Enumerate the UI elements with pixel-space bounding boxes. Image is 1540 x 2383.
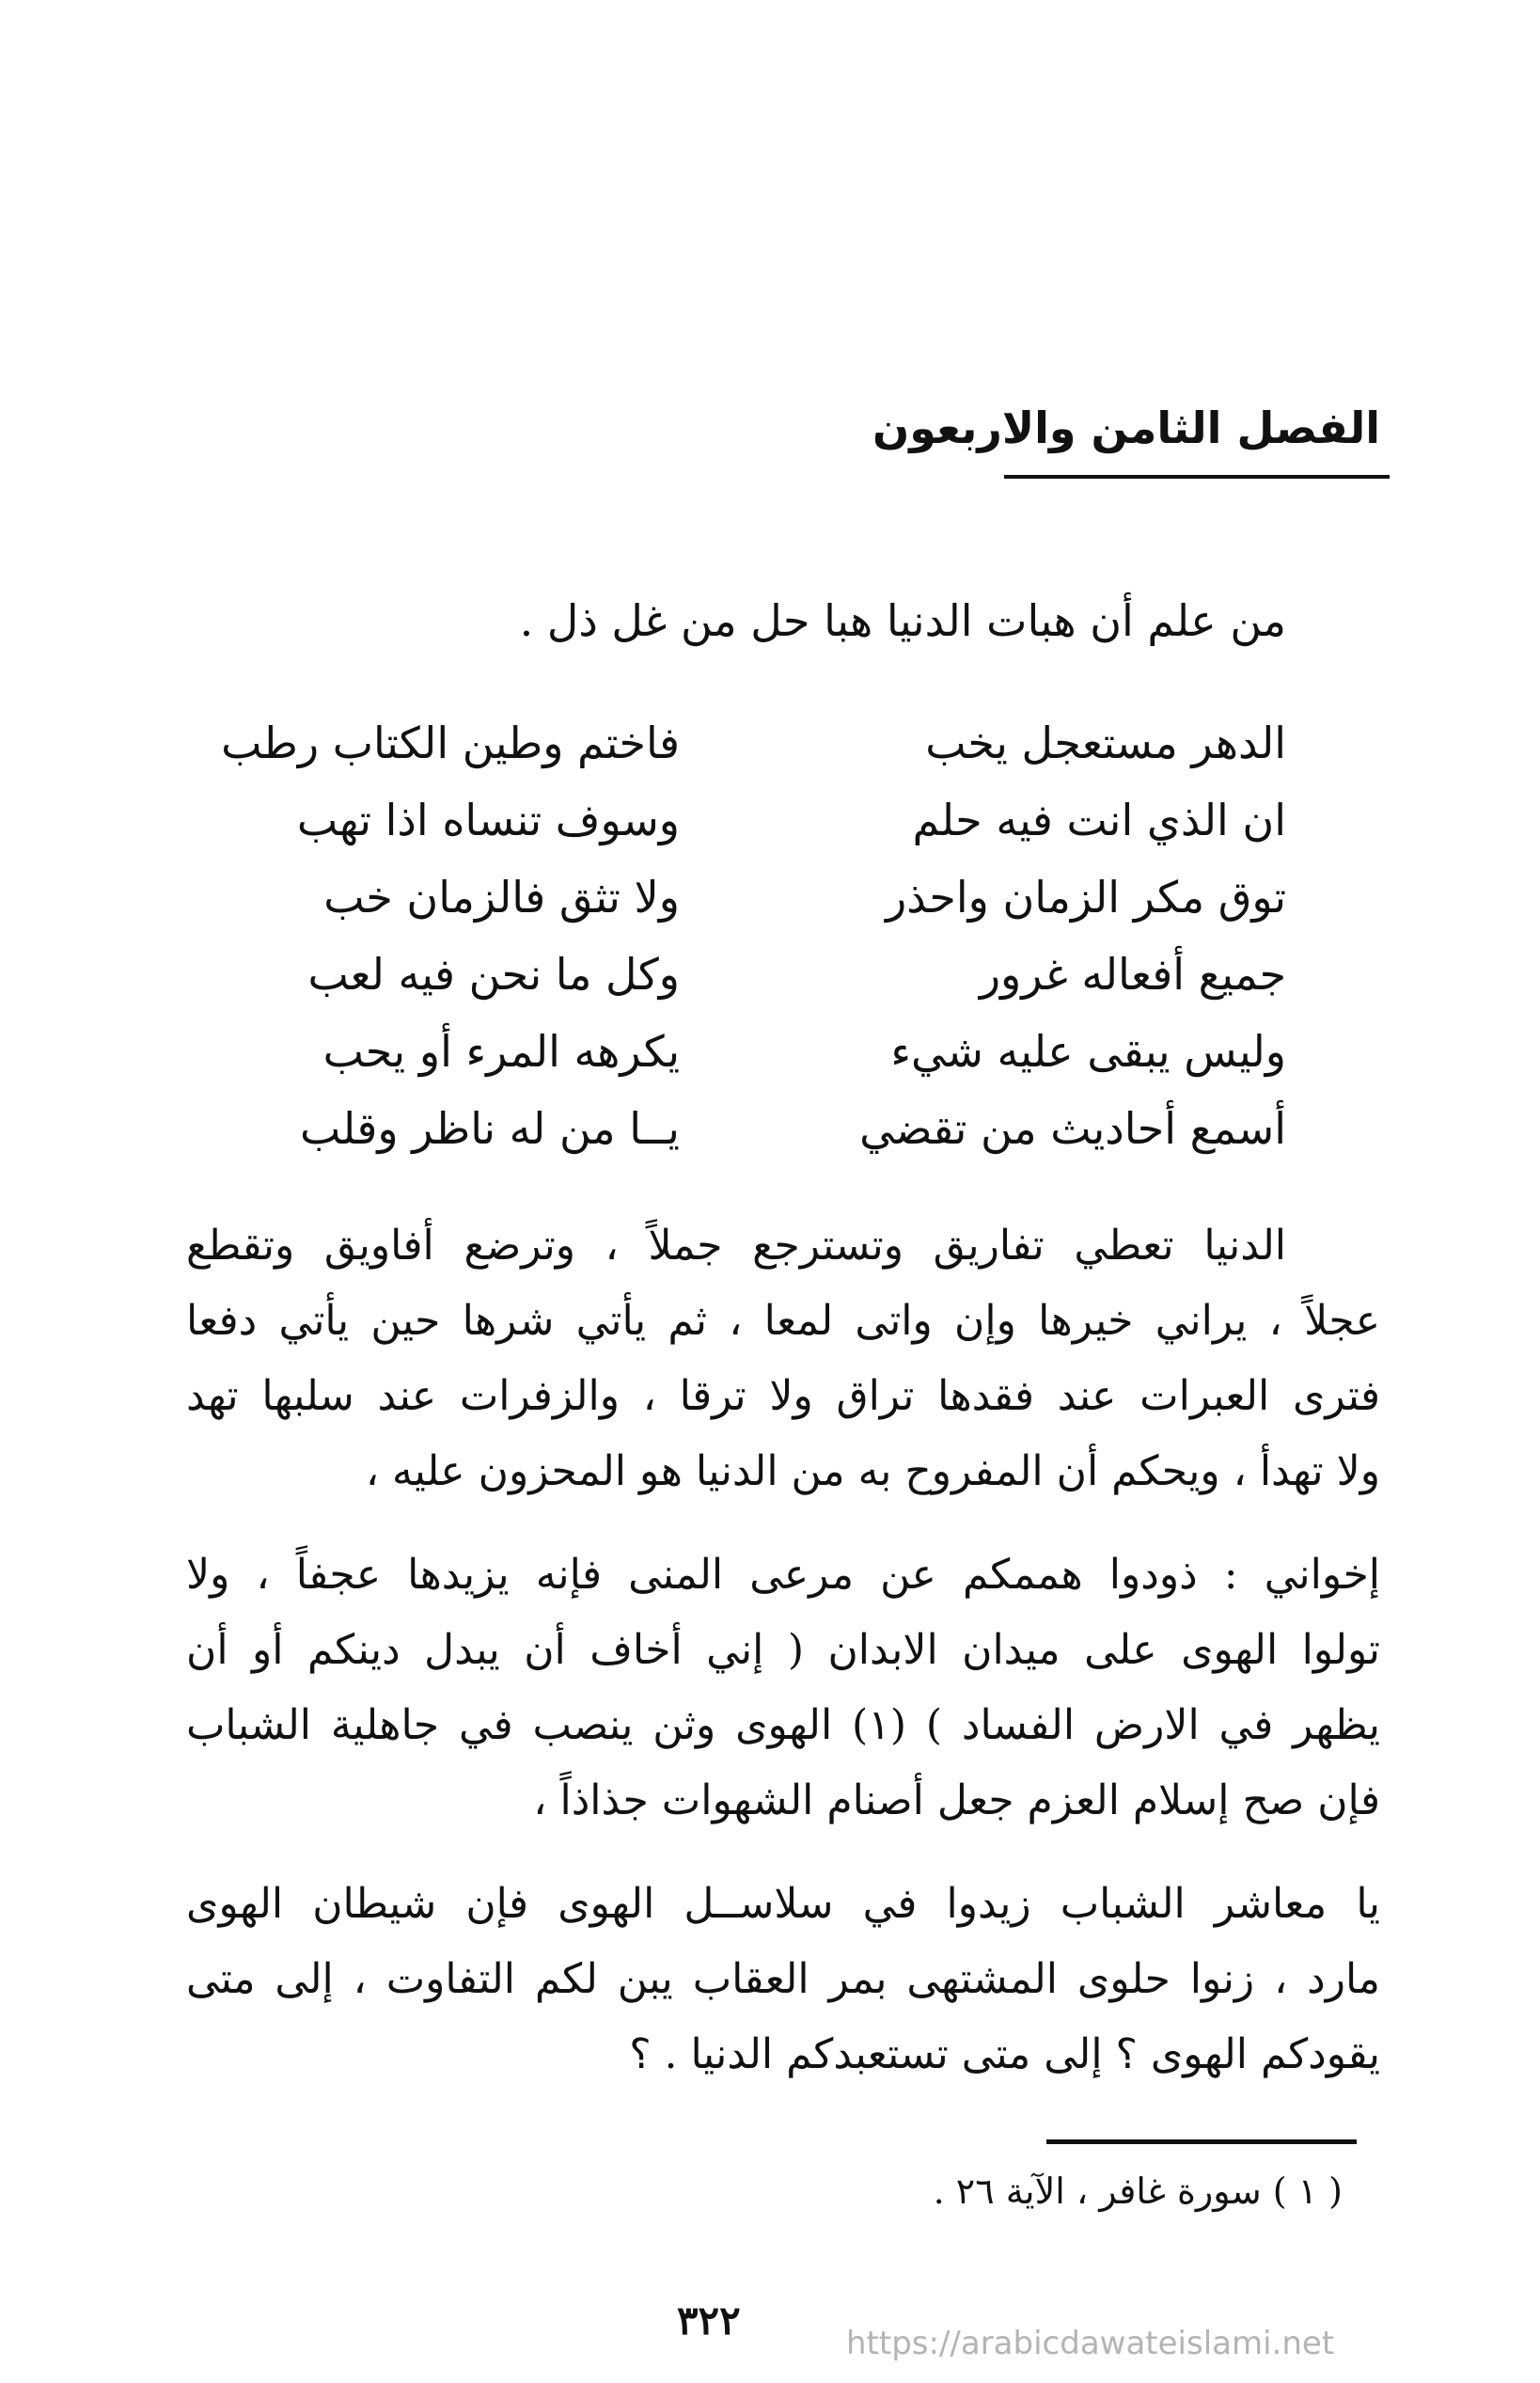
poem-verse [243, 869, 1286, 925]
paragraph-line: الدنيا تعطي تفاريق وتسترجع جملاً ، وترضع أفاويق وتقطع [186, 1222, 1286, 1270]
heading-underline [1004, 475, 1390, 479]
verse-second-hemistich: يــا من له ناظر وقلب [299, 1103, 680, 1154]
verse-first-hemistich: ان الذي انت فيه حلم [912, 795, 1286, 845]
paragraph-line: إخواني : ذودوا هممكم عن مرعى المنى فإنه يزيدها عجفاً ، ولا [186, 1551, 1380, 1599]
paragraph-line: يا معاشر الشباب زيدوا في سلاســل الهوى فإن شيطان الهوى [186, 1880, 1380, 1928]
verse-first-hemistich: توق مكر الزمان واحذر [886, 872, 1286, 923]
paragraph-line: عجلاً ، يراني خيرها وإن واتى لمعا ، ثم يأتي شرها حين يأتي دفعا [186, 1297, 1380, 1345]
intro-line: من علم أن هبات الدنيا هبا حل من غل ذل . [519, 595, 1286, 646]
paragraph-line: ولا تهدأ ، ويحكم أن المفروح به من الدنيا هو المحزون عليه ، [365, 1447, 1380, 1495]
verse-first-hemistich: الدهر مستعجل يخب [925, 718, 1286, 768]
paragraph-line: فترى العبرات عند فقدها تراق ولا ترقا ، والزفرات عند سلبها تهد [186, 1372, 1380, 1420]
verse-second-hemistich: فاختم وطين الكتاب رطب [221, 718, 680, 768]
poem-verse [243, 1100, 1286, 1157]
verse-first-hemistich: جميع أفعاله غرور [979, 949, 1286, 1000]
footnote-separator [1046, 2139, 1357, 2144]
paragraph-line: يقودكم الهوى ؟ إلى متى تستعبدكم الدنيا . ؟ [629, 2030, 1380, 2078]
poem-verse [243, 792, 1286, 848]
poem [221, 715, 1286, 1157]
poem-verse [243, 946, 1286, 1002]
verse-first-hemistich: أسمع أحاديث من تقضي [859, 1103, 1286, 1154]
watermark-url: https://arabicdawateislami.net [846, 2325, 1335, 2362]
page-number: ٣٢٢ [677, 2297, 741, 2344]
paragraph-line: تولوا الهوى على ميدان الابدان ( إني أخاف أن يبدل دينكم أو أن [186, 1626, 1380, 1674]
verse-second-hemistich: وكل ما نحن فيه لعب [307, 949, 680, 1000]
chapter-heading: الفصل الثامن والاربعون [872, 402, 1380, 453]
poem-verse [221, 715, 1286, 771]
verse-second-hemistich: وسوف تنساه اذا تهب [296, 795, 680, 845]
verse-first-hemistich: وليس يبقى عليه شيء [890, 1026, 1286, 1077]
footnote: ( ١ ) سورة غافر ، الآية ٢٦ . [933, 2170, 1343, 2212]
verse-second-hemistich: يكرهه المرء أو يحب [322, 1026, 680, 1077]
verse-second-hemistich: ولا تثق فالزمان خب [323, 872, 680, 923]
paragraph-line: فإن صح إسلام العزم جعل أصنام الشهوات جذاذاً ، [533, 1776, 1380, 1824]
paragraph-line: يظهر في الارض الفساد ) (١) الهوى وثن ينصب في جاهلية الشباب [186, 1701, 1380, 1749]
poem-verse [243, 1023, 1286, 1080]
paragraph-line: مارد ، زنوا حلوى المشتهى بمر العقاب يبن لكم التفاوت ، إلى متى [186, 1955, 1380, 2003]
